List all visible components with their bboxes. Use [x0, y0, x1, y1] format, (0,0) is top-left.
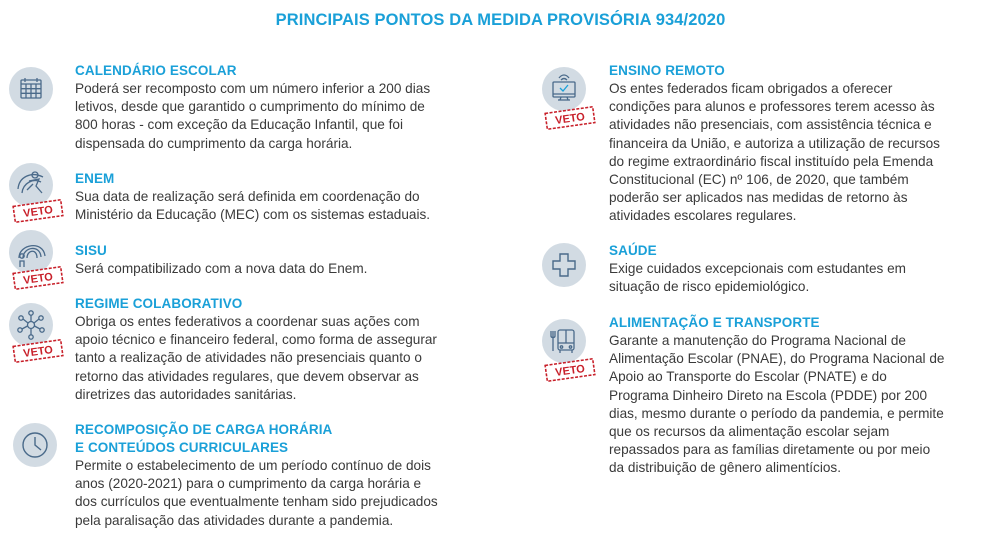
text-line: Obriga os entes federativos a coordenar suas ações com [75, 314, 420, 329]
text-line: situação de risco epidemiológico. [609, 279, 810, 295]
text-line: Será compatibilizado com a nova data do Enem. [75, 261, 368, 276]
text-line: condições para alunos e professores terem acesso às [609, 99, 935, 115]
text-line: apoio técnico e financeiro federal, como forma de assegurar [75, 332, 437, 348]
computer-wifi-icon [542, 67, 586, 111]
section-text-recomposicao [75, 457, 438, 530]
section-text-alimentacao [609, 332, 944, 478]
page-title: PRINCIPAIS PONTOS DA MEDIDA PROVISÓRIA 934/2020 [275, 11, 726, 29]
section-text-ensino-remoto [609, 80, 940, 226]
text-line: retorno das atividades regulares, que devem observar as [75, 368, 419, 384]
text-line: Garante a manutenção do Programa Nacional de [609, 333, 906, 348]
text-line: pela paralisação das atividades durante a pandemia. [75, 512, 394, 528]
veto-label: VETO [22, 270, 54, 288]
text-line: tanto a realização de atividades não presenciais quanto o [75, 350, 422, 366]
text-line: Programa Dinheiro Direto na Escola (PDDE) por 200 [609, 387, 928, 403]
text-line: Apoio ao Transporte do Escolar (PNATE) e do [609, 369, 887, 385]
section-text-enem [75, 188, 430, 224]
text-line: Constitucional (EC) nº 106, de 2020, que também [609, 172, 909, 188]
section-text-regime [75, 313, 437, 404]
text-line: Permite o estabelecimento de um período contínuo de dois [75, 458, 431, 473]
health-cross-icon [542, 243, 586, 287]
text-line: poderão ser aplicados nas medidas de retorno às [609, 190, 908, 206]
text-line: do regime extraordinário fiscal instituído pela Emenda [609, 153, 934, 169]
text-line: que os recursos da alimentação escolar sejam [609, 424, 890, 440]
section-heading-ensino-remoto: ENSINO REMOTO [609, 63, 725, 78]
text-line: atividades escolares regulares. [609, 208, 797, 224]
section-text-sisu [75, 260, 367, 278]
text-line: diretrizes das autoridades sanitárias. [75, 386, 297, 402]
text-line: Alimentação Escolar (PNAE), do Programa Nacional de [609, 351, 945, 367]
section-heading-regime: REGIME COLABORATIVO [75, 296, 243, 311]
section-heading-saude: SAÚDE [609, 243, 657, 258]
clock-icon [13, 423, 57, 467]
section-text-saude [609, 260, 906, 296]
text-line: 800 horas - com exceção da Educação Infantil, que foi [75, 117, 403, 133]
section-heading-enem: ENEM [75, 171, 115, 186]
text-line: dispensada do cumprimento da carga horária. [75, 135, 353, 151]
text-line: dias, mesmo durante o período da pandemia, e permite [609, 405, 944, 421]
bus-meal-icon [542, 319, 586, 363]
text-line: anos (2020-2021) para o cumprimento da carga horária e [75, 476, 422, 492]
text-line: atividades não presenciais, com assistência técnica e [609, 117, 932, 133]
text-line: Exige cuidados excepcionais com estudantes em [609, 261, 906, 276]
section-heading-alimentacao: ALIMENTAÇÃO E TRANSPORTE [609, 315, 820, 330]
veto-label: VETO [554, 110, 586, 128]
text-line: letivos, desde que garantido o cumprimento do mínimo de [75, 99, 425, 115]
text-line: Os entes federados ficam obrigados a oferecer [609, 81, 893, 96]
veto-label: VETO [22, 203, 54, 221]
text-line: Sua data de realização será definida em coordenação do [75, 189, 420, 204]
text-line: dos currículos que eventualmente tenham sido prejudicados [75, 494, 438, 510]
text-line: repassados para as famílias diretamente ou por meio [609, 442, 931, 458]
section-heading-calendario: CALENDÁRIO ESCOLAR [75, 63, 237, 78]
veto-label: VETO [22, 343, 54, 361]
section-text-calendario [75, 80, 430, 153]
text-line: financeira da União, e autoriza a utilização de recursos [609, 135, 940, 151]
section-heading-sisu: SISU [75, 243, 107, 258]
text-line: da distribuição de gênero alimentícios. [609, 460, 841, 476]
veto-label: VETO [554, 362, 586, 380]
section-heading-recomposicao-2: E CONTEÚDOS CURRICULARES [75, 440, 289, 455]
text-line: Poderá ser recomposto com um número inferior a 200 dias [75, 81, 431, 96]
section-heading-recomposicao: RECOMPOSIÇÃO DE CARGA HORÁRIA [75, 422, 333, 437]
text-line: Ministério da Educação (MEC) com os sistemas estaduais. [75, 207, 431, 223]
calendar-icon [9, 67, 53, 111]
